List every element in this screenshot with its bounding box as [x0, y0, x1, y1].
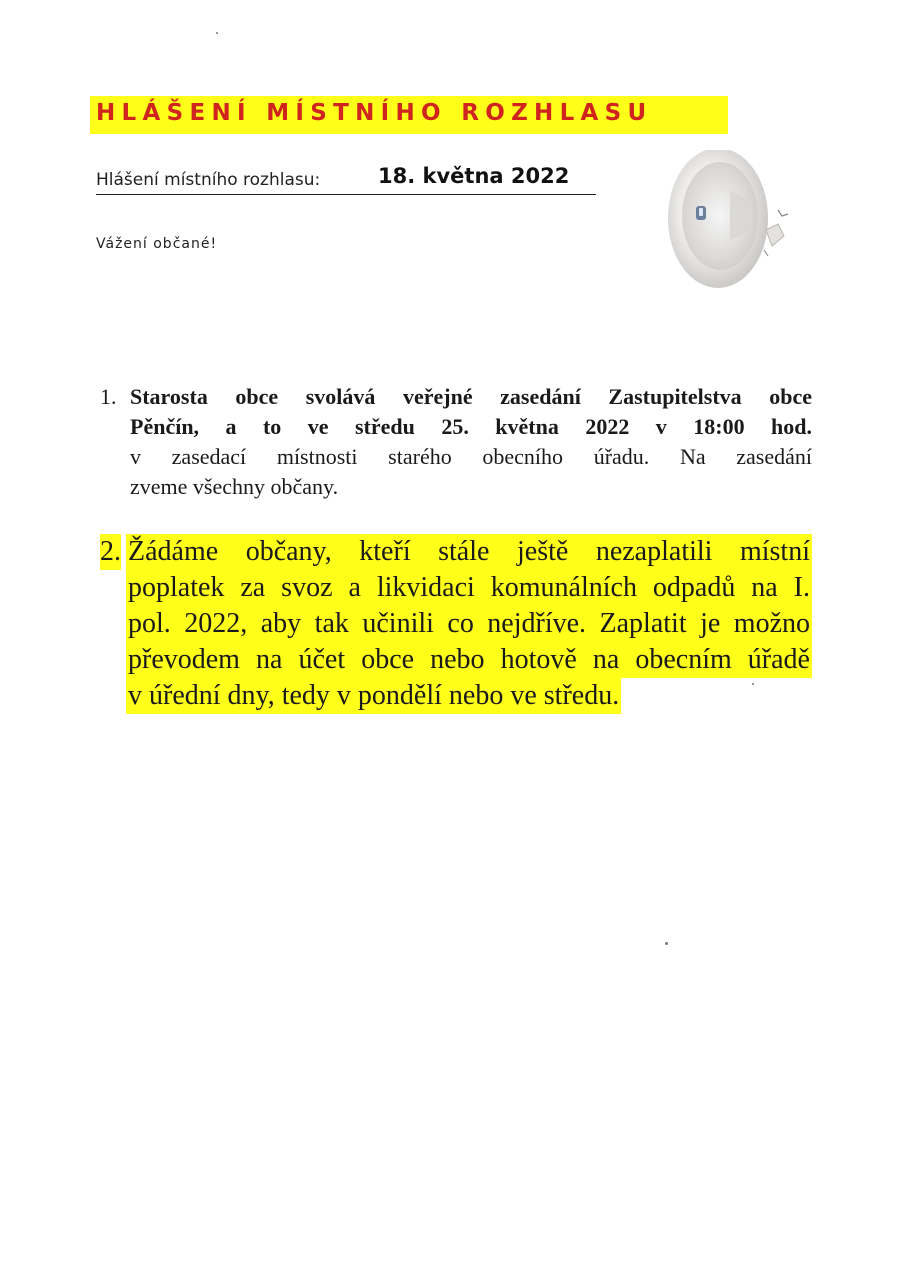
text-line: zveme všechny občany. — [130, 474, 339, 499]
announcement-date-line — [96, 164, 596, 195]
loudspeaker-icon — [660, 150, 810, 300]
text-line: v zasedací místnosti starého obecního úřadu. Na zasedání — [130, 444, 812, 469]
announcement-date: 18. května 2022 — [378, 164, 570, 188]
greeting: Vážení občané! — [96, 236, 218, 252]
list-item-text — [130, 382, 812, 502]
highlighted-line: převodem na účet obce nebo hotově na obecním úřadě — [126, 642, 812, 678]
highlighted-line: pol. 2022, aby tak učinili co nejdříve. Zaplatit je možno — [126, 606, 812, 642]
list-item-text — [126, 534, 812, 714]
page-title: HLÁŠENÍ MÍSTNÍHO ROZHLASU — [96, 100, 653, 126]
text-line: Pěnčín, a to ve středu 25. května 2022 v 18:00 hod. — [130, 414, 812, 439]
scan-speck — [665, 942, 668, 945]
scan-speck — [216, 32, 218, 34]
highlighted-line: v úřední dny, tedy v pondělí nebo ve středu. — [126, 678, 621, 714]
list-item-number: 1. — [100, 384, 117, 409]
list-item-number: 2. — [100, 534, 121, 570]
text-line: Starosta obce svolává veřejné zasedání Zastupitelstva obce — [130, 384, 812, 409]
highlighted-line: Žádáme občany, kteří stále ještě nezaplatili místní — [126, 534, 812, 570]
subtitle-label: Hlášení místního rozhlasu: — [96, 170, 321, 190]
highlighted-line: poplatek za svoz a likvidaci komunálních odpadů na I. — [126, 570, 812, 606]
scan-speck — [752, 683, 754, 685]
